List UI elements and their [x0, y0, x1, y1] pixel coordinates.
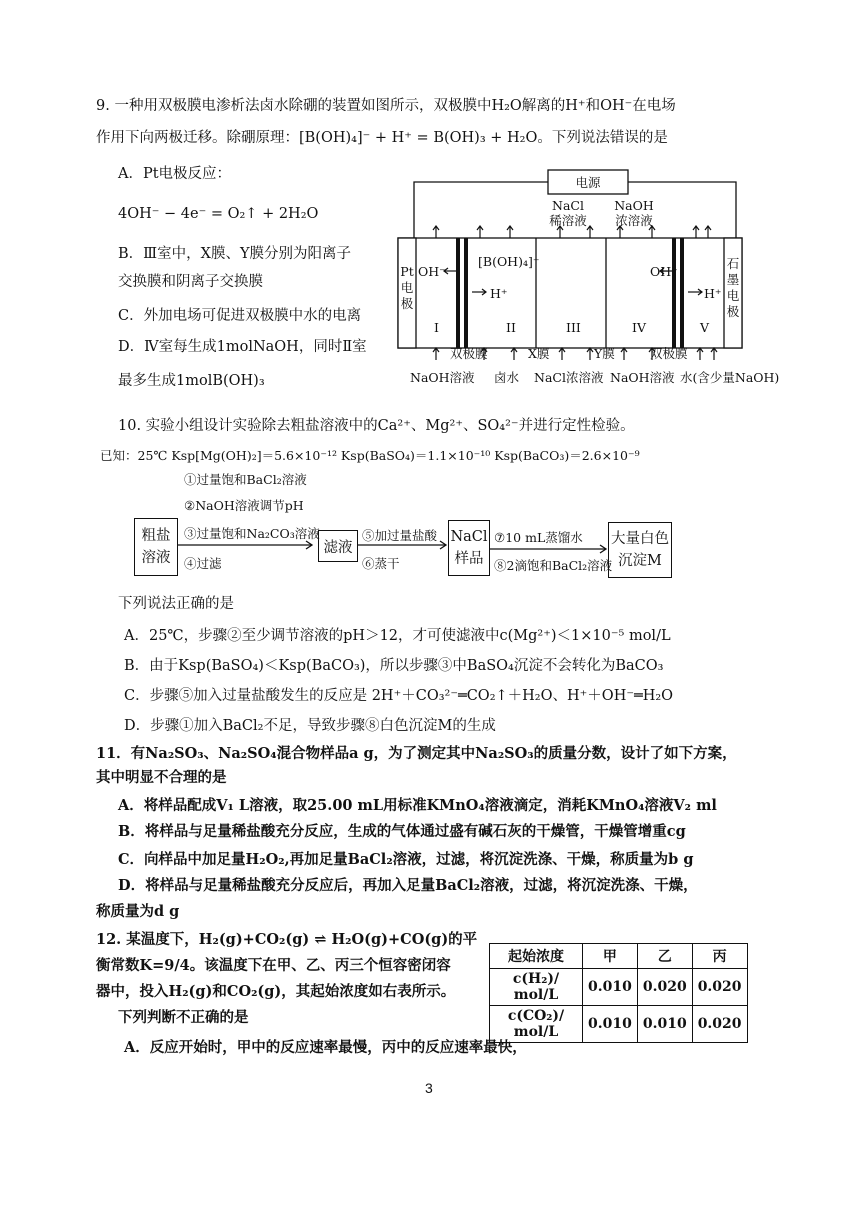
table-header-cell: 丙: [692, 944, 747, 969]
q12-stem-line3: 器中，投入H₂(g)和CO₂(g)，其起始浓度如右表所示。: [96, 983, 456, 1000]
table-cell: 0.020: [692, 969, 747, 1006]
power-supply-label: 电源: [575, 175, 601, 190]
table-cell: c(H₂)/ mol/L: [490, 969, 583, 1006]
flow-step-8: ⑧2滴饱和BaCl₂溶液: [494, 558, 613, 573]
q11-option-a: A．将样品配成V₁ L溶液，取25.00 mL用标准KMnO₄溶液滴定，消耗KMnO₄溶液V₂ ml: [118, 797, 717, 814]
input-naoh-2: NaOH溶液: [610, 370, 675, 385]
oh-left-label: OH⁻: [418, 264, 446, 279]
room-v-label: V: [700, 320, 710, 335]
q10-ask: 下列说法正确的是: [118, 596, 234, 612]
table-header-cell: 甲: [583, 944, 638, 969]
h-right-label: H⁺: [704, 286, 722, 301]
flow-step-3: ③过量饱和Na₂CO₃溶液: [184, 526, 320, 541]
input-nacl-conc: NaCl浓溶液: [534, 370, 604, 385]
table-cell: 0.010: [583, 969, 638, 1006]
flow-step-5: ⑤加过量盐酸: [362, 528, 438, 543]
flow-arrow-2: [358, 540, 450, 550]
q10-known: 已知：25℃ Ksp[Mg(OH)₂]＝5.6×10⁻¹² Ksp(BaSO₄)＝1.1×10⁻¹⁰ Ksp(BaCO₃)＝2.6×10⁻⁹: [100, 448, 640, 463]
q10-stem: 10. 实验小组设计实验除去粗盐溶液中的Ca²⁺、Mg²⁺、SO₄²⁻并进行定性检验。: [118, 418, 635, 434]
y-membrane-label: Y膜: [594, 346, 615, 361]
flow-step-4: ④过滤: [184, 556, 222, 571]
table-cell: c(CO₂)/ mol/L: [490, 1006, 583, 1043]
q10-option-b: B．由于Ksp(BaSO₄)＜Ksp(BaCO₃)，所以步骤③中BaSO₄沉淀不会转化为BaCO₃: [124, 658, 664, 674]
q9-option-a: A．Pt电极反应：: [118, 166, 232, 182]
bipolar-membrane-2-label: 双极膜: [650, 346, 688, 361]
room-iii-label: III: [566, 320, 581, 335]
table-header-row: [490, 944, 748, 969]
nacl-dilute-label: NaCl 稀溶液: [549, 198, 587, 228]
table-row: [490, 969, 748, 1006]
naoh-conc-label: NaOH 浓溶液: [614, 198, 654, 228]
q12-ask: 下列判断不正确的是: [118, 1009, 249, 1026]
table-cell: 0.010: [637, 1006, 692, 1043]
flow-step-6: ⑥蒸干: [362, 556, 400, 571]
table-row: [490, 1006, 748, 1043]
q10-option-d: D．步骤①加入BaCl₂不足，导致步骤⑧白色沉淀M的生成: [124, 718, 496, 734]
q11-option-d-cont: 称质量为d g: [96, 903, 180, 920]
room-i-label: I: [434, 320, 439, 335]
q9-option-c: C．外加电场可促进双极膜中水的电离: [118, 308, 362, 324]
q9-stem-line2: 作用下向两极迁移。除硼原理：[B(OH)₄]⁻ + H⁺ = B(OH)₃ + H₂O。下列说法错误的是: [96, 130, 668, 146]
table-header-cell: 起始浓度: [490, 944, 583, 969]
q9-option-d: D．Ⅳ室每生成1molNaOH，同时Ⅱ室: [118, 339, 367, 355]
boh4-label: [B(OH)₄]⁻: [478, 254, 540, 269]
flow-step-2: ②NaOH溶液调节pH: [184, 498, 304, 513]
q11-option-d: D．将样品与足量稀盐酸充分反应后，再加入足量BaCl₂溶液，过滤，将沉淀洗涤、干燥，: [118, 877, 698, 894]
input-brine: 卤水: [494, 370, 520, 385]
pt-electrode-label: Pt 电 极: [400, 264, 414, 311]
room-ii-label: II: [506, 320, 516, 335]
input-naoh-1: NaOH溶液: [410, 370, 475, 385]
initial-concentration-table: [489, 943, 748, 1043]
flow-step-1: ①过量饱和BaCl₂溶液: [184, 472, 307, 487]
table-cell: 0.020: [692, 1006, 747, 1043]
q12-stem-line2: 衡常数K=9/4。该温度下在甲、乙、丙三个恒容密闭容: [96, 957, 451, 974]
table-cell: 0.020: [637, 969, 692, 1006]
q9-option-b: B．Ⅲ室中，X膜、Y膜分别为阳离子: [118, 246, 352, 262]
q9-stem-line1: 9. 一种用双极膜电渗析法卤水除硼的装置如图所示，双极膜中H₂O解离的H⁺和OH⁻在电场: [96, 98, 676, 114]
x-membrane-label: X膜: [528, 346, 550, 361]
room-iv-label: IV: [632, 320, 646, 335]
q11-stem-line1: 11．有Na₂SO₃、Na₂SO₄混合物样品a g，为了测定其中Na₂SO₃的质量分数，设计了如下方案，: [96, 745, 737, 762]
q12-stem-line1: 12. 某温度下，H₂(g)+CO₂(g) ⇌ H₂O(g)+CO(g)的平: [96, 931, 478, 948]
q9-option-d-cont: 最多生成1molB(OH)₃: [118, 373, 265, 389]
q11-option-c: C．向样品中加足量H₂O₂,再加足量BaCl₂溶液，过滤，将沉淀洗涤、干燥，称质量为b g: [118, 851, 694, 868]
q11-stem-line2: 其中明显不合理的是: [96, 769, 227, 786]
flow-box-crude-salt: 粗盐 溶液: [134, 518, 178, 576]
flow-step-7: ⑦10 mL蒸馏水: [494, 530, 583, 545]
table-header-cell: 乙: [637, 944, 692, 969]
flow-box-precipitate-m: 大量白色 沉淀M: [608, 522, 672, 578]
flow-box-nacl-sample: NaCl 样品: [448, 520, 490, 576]
q12-option-a: A．反应开始时，甲中的反应速率最慢，丙中的反应速率最快，: [124, 1039, 527, 1056]
oh-right-label: OH⁻: [650, 264, 678, 279]
table-cell: 0.010: [583, 1006, 638, 1043]
flow-arrow-1: [178, 540, 318, 550]
input-water: 水(含少量NaOH): [680, 370, 780, 385]
graphite-electrode-label: 石 墨 电 极: [726, 256, 740, 319]
flow-arrow-3: [490, 544, 610, 554]
flow-box-filtrate: 滤液: [318, 530, 358, 562]
q9-option-b-cont: 交换膜和阴离子交换膜: [118, 274, 263, 290]
h-left-label: H⁺: [490, 286, 508, 301]
q10-option-a: A．25℃，步骤②至少调节溶液的pH＞12，才可使滤液中c(Mg²⁺)＜1×10⁻⁵ mol/L: [124, 628, 671, 644]
page-number: 3: [425, 1080, 433, 1096]
q9-option-a-equation: 4OH⁻ − 4e⁻ = O₂↑ + 2H₂O: [118, 206, 319, 222]
bipolar-membrane-1-label: 双极膜: [450, 346, 488, 361]
q11-option-b: B．将样品与足量稀盐酸充分反应，生成的气体通过盛有碱石灰的干燥管，干燥管增重cg: [118, 823, 686, 840]
q10-option-c: C．步骤⑤加入过量盐酸发生的反应是 2H⁺＋CO₃²⁻═CO₂↑＋H₂O、H⁺＋OH⁻═H₂O: [124, 688, 674, 704]
